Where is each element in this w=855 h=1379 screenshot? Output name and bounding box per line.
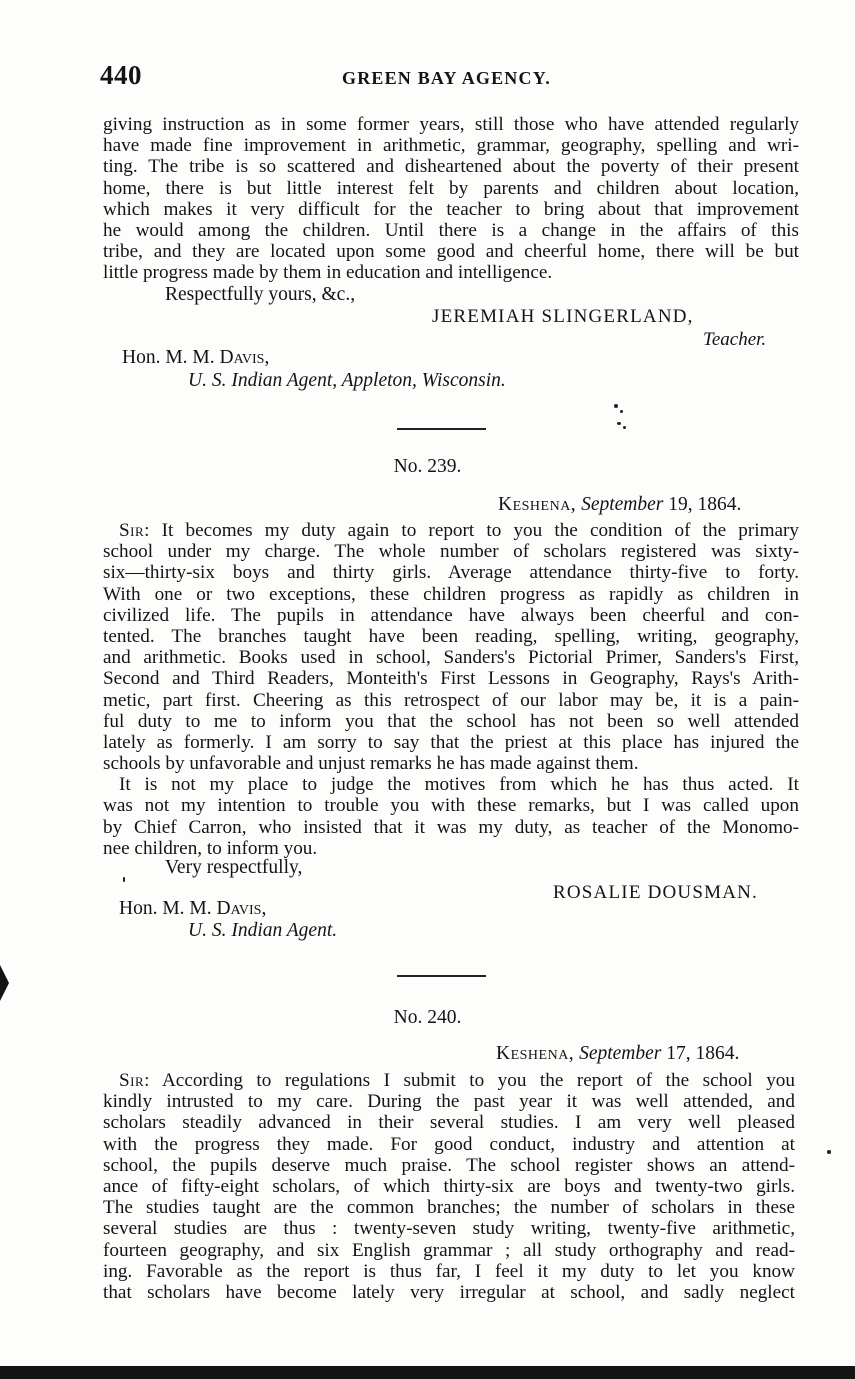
text-line: he would among the children. Until there is a change in the affairs of this — [103, 219, 799, 241]
text-line: It is not my place to judge the motives from which he has thus acted. It — [119, 774, 799, 796]
text-line-content: : According to regulations I submit to you the report of the school you — [144, 1070, 795, 1091]
addressee-line — [122, 347, 269, 369]
scan-speck — [620, 410, 623, 413]
addressee-name: Davis, — [216, 898, 267, 919]
scan-bottom-edge — [0, 1366, 855, 1379]
text-line: school under my charge. The whole number of scholars registered was sixty- — [103, 541, 799, 563]
addressee-prefix: Hon. M. M. — [122, 347, 220, 368]
text-line — [103, 1070, 795, 1091]
dateline-240 — [496, 1043, 739, 1065]
page-number: 440 — [100, 60, 142, 90]
page-header — [100, 60, 800, 96]
text-line: have made fine improvement in arithmetic, grammar, geography, spelling and wri- — [103, 135, 799, 157]
text-line: with the progress they made. For good conduct, industry and attention at — [103, 1133, 795, 1155]
text-line: nee children, to inform you. — [103, 837, 318, 859]
dateline-place: Keshena, — [496, 1043, 575, 1064]
addressee-name: Davis, — [219, 347, 270, 368]
text-line: ful duty to me to inform you that the school has not been so well attended — [103, 710, 799, 732]
text-line — [103, 520, 799, 541]
dateline-date: 19, 1864. — [668, 494, 742, 515]
continuation-closing — [165, 284, 855, 306]
text-line: and arithmetic. Books used in school, Sanders's Pictorial Primer, Sanders's First, — [103, 647, 799, 669]
continuation-paragraph — [103, 114, 799, 284]
text-line: ance of fifty-eight scholars, of which thirty-six are boys and twenty-two girls. — [103, 1175, 795, 1197]
text-line: by Chief Carron, who insisted that it was my duty, as teacher of the Monomo- — [103, 816, 799, 838]
section-divider — [397, 428, 486, 430]
addressee-title: U. S. Indian Agent, Appleton, Wisconsin. — [188, 370, 506, 391]
signature-slingerland: JEREMIAH SLINGERLAND, — [432, 306, 694, 327]
text-line-content: : It becomes my duty again to report to you the condition of the primary — [144, 520, 799, 541]
addressee-line-239 — [119, 898, 266, 920]
scan-speck — [827, 1150, 831, 1154]
dateline-month: September — [579, 1043, 662, 1064]
scan-speck — [123, 877, 125, 882]
text-line: ting. The tribe is so scattered and disheartened about the poverty of their present — [103, 156, 799, 178]
text-line: ing. Favorable as the report is thus far, I feel it my duty to let you know — [103, 1260, 795, 1282]
text-line: scholars steadily advanced in their several studies. I am very well pleased — [103, 1112, 795, 1134]
text-line: school, the pupils deserve much praise. The school register shows an attend- — [103, 1154, 795, 1176]
addressee-title-239: U. S. Indian Agent. — [188, 920, 338, 941]
dateline-month: September — [581, 494, 664, 515]
section-divider — [397, 975, 486, 977]
document-number-239: No. 239. — [393, 456, 462, 477]
text-line: tribe, and they are located upon some good and cheerful home, there will be but — [103, 241, 799, 263]
text-line: The studies taught are the common branches; the number of scholars in these — [103, 1197, 795, 1219]
text-line: kindly intrusted to my care. During the past year it was well attended, and — [103, 1091, 795, 1113]
salutation: Sir — [119, 1070, 145, 1091]
text-line: home, there is but little interest felt by parents and children about location, — [103, 177, 799, 199]
text-line: metic, part first. Cheering as this retrospect of our labor may be, it is a pain- — [103, 689, 799, 711]
scan-speck — [614, 404, 618, 408]
scan-speck — [623, 426, 626, 429]
text-line: six—thirty-six boys and thirty girls. Average attendance thirty-five to forty. — [103, 562, 799, 584]
text-line: Second and Third Readers, Monteith's First Lessons in Geography, Rays's Arith- — [103, 668, 799, 690]
text-line: that scholars have become lately very irregular at school, and sadly neglect — [103, 1281, 795, 1303]
signature-role: Teacher. — [703, 329, 767, 350]
text-line: civilized life. The pupils in attendance have always been cheerful and con- — [103, 604, 799, 626]
letter-240-body — [103, 1070, 795, 1303]
text-line: which makes it very difficult for the teacher to bring about that improvement — [103, 198, 799, 220]
letter-239-body — [103, 520, 799, 859]
text-line: giving instruction as in some former years, still those who have attended regularly — [103, 114, 799, 135]
text-line: was not my intention to trouble you with these remarks, but I was called upon — [103, 795, 799, 817]
text-line: little progress made by them in education and intelligence. — [103, 262, 553, 284]
text-line: With one or two exceptions, these children progress as rapidly as children in — [103, 583, 799, 605]
salutation: Sir — [119, 520, 145, 541]
running-head: GREEN BAY AGENCY. — [342, 68, 551, 88]
text-line: schools by unfavorable and unjust remarks he has made against them. — [103, 753, 639, 775]
scan-speck — [617, 422, 621, 425]
text-line: fourteen geography, and six English grammar ; all study orthography and read- — [103, 1239, 795, 1261]
closing-text: Respectfully yours, &c., — [165, 284, 356, 305]
dateline-date: 17, 1864. — [666, 1043, 740, 1064]
signature-dousman: ROSALIE DOUSMAN. — [553, 882, 758, 903]
text-line: lately as formerly. I am sorry to say that the priest at this place has injured the — [103, 731, 799, 753]
scan-edge-mark — [0, 965, 9, 1001]
document-number-240: No. 240. — [393, 1007, 462, 1028]
dateline-place: Keshena, — [498, 494, 577, 515]
text-line: several studies are thus : twenty-seven study writing, twenty-five arithmetic, — [103, 1218, 795, 1240]
closing-239: Very respectfully, — [165, 857, 303, 878]
text-line: tented. The branches taught have been reading, spelling, writing, geography, — [103, 625, 799, 647]
addressee-prefix: Hon. M. M. — [119, 898, 217, 919]
dateline-239 — [498, 494, 741, 516]
